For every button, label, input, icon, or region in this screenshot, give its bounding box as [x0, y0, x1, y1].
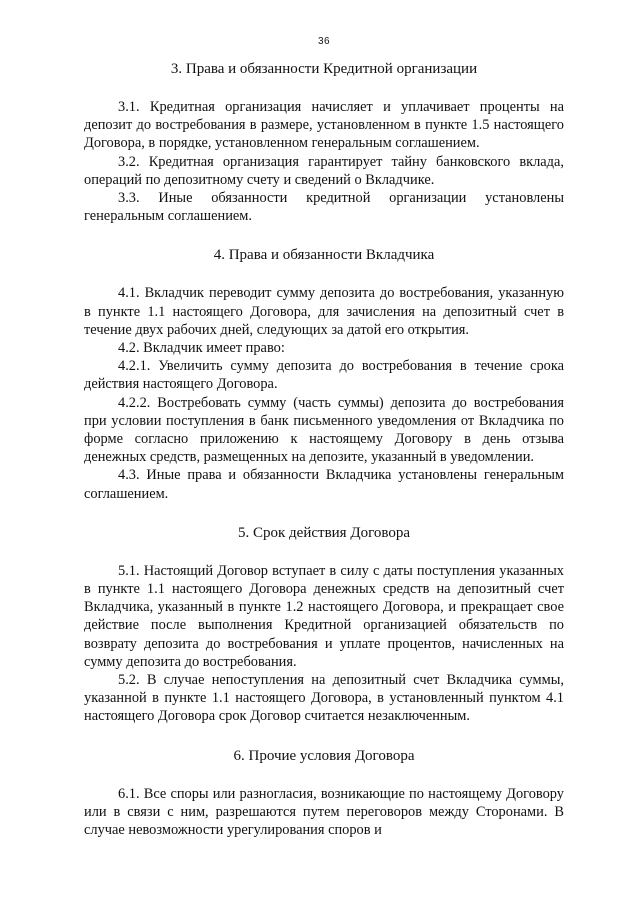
paragraph-4-2-2: 4.2.2. Востребовать сумму (часть суммы) депозита до востребования при условии поступления в банк письменного уведомления от Вкладчика по форме согласно приложению к настоящему Договору в день отзыва денежных средств, размещенных на депозите, указанный в уведомлении.	[84, 394, 564, 466]
section-4	[84, 247, 564, 502]
section-3	[84, 61, 564, 225]
paragraph-3-2: 3.2. Кредитная организация гарантирует тайну банковского вклада, операций по депозитному счету и сведений о Вкладчике.	[84, 153, 564, 188]
paragraph-3-3: 3.3. Иные обязанности кредитной организации установлены генеральным соглашением.	[84, 190, 564, 225]
paragraph-4-2-1: 4.2.1. Увеличить сумму депозита до востребования в течение срока действия настоящего Договора.	[84, 358, 564, 393]
page-number: 36	[317, 36, 331, 47]
section-title: 4. Права и обязанности Вкладчика	[213, 247, 435, 264]
paragraph-5-1: 5.1. Настоящий Договор вступает в силу с даты поступления указанных в пункте 1.1 настоящего Договора денежных средств на депозитный счет Вкладчика, указанный в пункте 1.2 настоящего Договора, и прекращает свое действие после выполнения Кредитной организацией обязательств по возврату депозита до востребования и уплате процентов, начисленных на сумму депозита до востребования.	[84, 562, 564, 670]
section-5	[84, 525, 564, 726]
paragraph-4-1: 4.1. Вкладчик переводит сумму депозита до востребования, указанную в пункте 1.1 настоящего Договора, для зачисления на депозитный счет в течение двух рабочих дней, следующих за датой его открытия.	[84, 285, 564, 338]
paragraph-6-1: 6.1. Все споры или разногласия, возникающие по настоящему Договору или в связи с ним, разрешаются путем переговоров между Сторонами. В случае невозможности урегулирования споров и	[84, 785, 564, 839]
section-title: 5. Срок действия Договора	[238, 524, 410, 541]
paragraph-4-2: 4.2. Вкладчик имеет право:	[118, 340, 285, 357]
section-6	[84, 748, 564, 840]
paragraph-4-3: 4.3. Иные права и обязанности Вкладчика установлены генеральным соглашением.	[84, 467, 564, 502]
paragraph-5-2: 5.2. В случае непоступления на депозитный счет Вкладчика суммы, указанной в пункте 1.1 настоящего Договора, в установленный пунктом 4.1 настоящего Договора срок Договор считается незаключенным.	[84, 672, 564, 725]
section-title: 6. Прочие условия Договора	[233, 747, 415, 764]
paragraph-3-1: 3.1. Кредитная организация начисляет и уплачивает проценты на депозит до востребования в размере, установленном в пункте 1.5 настоящего Договора, в порядке, установленном генеральным соглашением.	[84, 99, 564, 152]
section-title: 3. Права и обязанности Кредитной организации	[170, 61, 478, 77]
